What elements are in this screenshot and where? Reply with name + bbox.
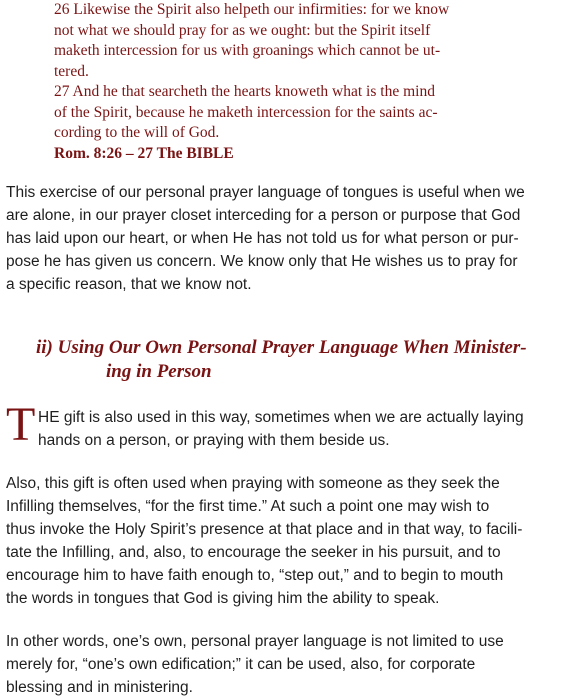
text-line: a specific reason, that we know not.: [6, 276, 252, 293]
text-line: This exercise of our personal prayer language of tongues is useful when we: [6, 184, 525, 201]
verse-line: 26 Likewise the Spirit also helpeth our infirmities: for we know: [54, 1, 450, 18]
text-line: Infilling themselves, “for the first time.” At such a point one may wish to: [6, 498, 490, 515]
paragraph-laying-hands: [38, 406, 574, 452]
scripture-reference: Rom. 8:26 – 27 The BIBLE: [54, 144, 234, 162]
text-line: has laid upon our heart, or when He has not told us for what person or pur-: [6, 230, 519, 247]
section-heading: [36, 336, 576, 384]
verse-line: of the Spirit, because he maketh intercession for the saints ac-: [54, 103, 438, 121]
text-line: pose he has given us concern. We know only that He wishes us to pray for: [6, 253, 518, 270]
verse-line: cording to the will of God.: [54, 124, 220, 141]
text-line: merely for, “one’s own edification;” it can be used, also, for corporate: [6, 656, 476, 673]
text-line: Also, this gift is often used when praying with someone as they seek the: [6, 475, 500, 492]
scripture-quote: [54, 0, 554, 164]
text-line: hands on a person, or praying with them beside us.: [38, 432, 390, 449]
text-line: HE gift is also used in this way, sometimes when we are actually laying: [38, 409, 524, 426]
verse-line: not what we should pray for as we ought: but the Spirit itself: [54, 21, 431, 39]
text-line: In other words, one’s own, personal prayer language is not limited to use: [6, 633, 504, 650]
paragraph-prayer-closet: [6, 181, 574, 296]
drop-cap: T: [6, 398, 36, 451]
section-heading-line: ii) Using Our Own Personal Prayer Language When Minister-: [36, 337, 527, 358]
paragraph-infilling: [6, 472, 574, 610]
verse-line: tered.: [54, 62, 89, 80]
verse-line: 27 And he that searcheth the hearts knoweth what is the mind: [54, 83, 435, 100]
text-line: thus invoke the Holy Spirit’s presence at that place and in that way, to facili-: [6, 521, 523, 538]
paragraph-other-words: [6, 630, 574, 699]
section-heading-line: ing in Person: [106, 361, 212, 382]
text-line: the words in tongues that God is giving him the ability to speak.: [6, 590, 440, 607]
text-line: blessing and in ministering.: [6, 679, 193, 696]
text-line: are alone, in our prayer closet interceding for a person or purpose that God: [6, 207, 521, 224]
verse-line: maketh intercession for us with groanings which cannot be ut-: [54, 42, 441, 59]
text-line: tate the Infilling, and, also, to encourage the seeker in his pursuit, and to: [6, 544, 501, 561]
text-line: encourage him to have faith enough to, “step out,” and to begin to mouth: [6, 567, 504, 584]
